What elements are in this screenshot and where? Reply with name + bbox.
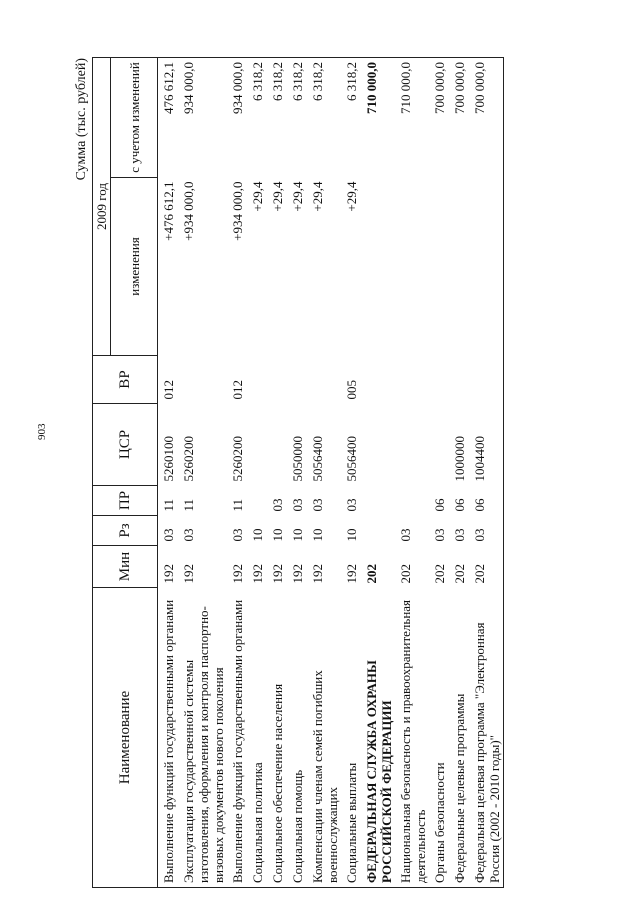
cell-rz: 10 xyxy=(344,528,359,542)
cell-pr xyxy=(361,486,395,516)
cell-pr xyxy=(247,486,267,516)
cell-vr xyxy=(178,356,227,404)
header-change: изменения xyxy=(111,178,158,356)
cell-rz: 03 xyxy=(398,528,413,542)
table-row xyxy=(267,58,287,888)
cell-vr xyxy=(247,356,267,404)
cell-pr: 03 xyxy=(344,498,359,512)
cell-pr: 03 xyxy=(310,498,325,512)
cell-rz: 10 xyxy=(310,528,325,542)
cell-min: 192 xyxy=(161,564,176,584)
cell-pr: 06 xyxy=(432,498,447,512)
cell-name: Выполнение функций государственными органами xyxy=(158,588,179,888)
cell-name: Органы безопасности xyxy=(429,588,449,888)
cell-total: 6 318,2 xyxy=(307,58,341,178)
cell-total: 476 612,1 xyxy=(158,58,179,178)
header-year: 2009 год xyxy=(93,58,111,356)
budget-table xyxy=(92,57,504,888)
cell-change: +29,4 xyxy=(270,181,285,212)
cell-pr: 06 xyxy=(469,486,504,516)
cell-change xyxy=(395,178,429,356)
cell-name: Компенсации членам семей погибших военнослужащих xyxy=(307,588,341,888)
units-note: Сумма (тыс. рублей) xyxy=(74,58,89,181)
cell-min: 202 xyxy=(452,564,467,584)
cell-change: +934 000,0 xyxy=(181,181,196,241)
header-pr: ПР xyxy=(93,486,158,516)
cell-change xyxy=(429,178,449,356)
header-min: Мин xyxy=(93,546,158,588)
cell-total: 934 000,0 xyxy=(178,58,227,178)
cell-csr: 5260100 xyxy=(161,436,176,482)
cell-pr: 03 xyxy=(270,498,285,512)
cell-total: 700 000,0 xyxy=(469,58,504,178)
cell-vr: 012 xyxy=(230,380,245,400)
cell-total: 934 000,0 xyxy=(227,58,247,178)
cell-min: 202 xyxy=(469,546,504,588)
table-row xyxy=(178,58,227,888)
cell-min: 192 xyxy=(290,564,305,584)
cell-name: Социальные выплаты xyxy=(341,588,361,888)
header-vr: ВР xyxy=(93,356,158,404)
cell-total: 700 000,0 xyxy=(429,58,449,178)
cell-csr xyxy=(267,404,287,486)
cell-csr xyxy=(361,404,395,486)
table-row xyxy=(429,58,449,888)
cell-min: 202 xyxy=(432,564,447,584)
table-row xyxy=(469,58,504,888)
header-with-change: с учетом изменений xyxy=(111,58,158,178)
cell-pr: 06 xyxy=(452,498,467,512)
cell-rz: 03 xyxy=(432,528,447,542)
cell-rz xyxy=(361,516,395,546)
cell-min: 192 xyxy=(230,564,245,584)
page-number: 903 xyxy=(36,423,48,440)
cell-change xyxy=(469,178,504,356)
cell-csr xyxy=(247,404,267,486)
cell-rz: 03 xyxy=(230,528,245,542)
table-row xyxy=(395,58,429,888)
cell-csr xyxy=(395,404,429,486)
cell-min: 192 xyxy=(344,564,359,584)
cell-csr: 5260200 xyxy=(230,436,245,482)
cell-rz: 03 xyxy=(469,516,504,546)
cell-total: 6 318,2 xyxy=(341,58,361,178)
cell-vr xyxy=(307,356,341,404)
cell-vr: 005 xyxy=(344,380,359,400)
cell-vr xyxy=(395,356,429,404)
cell-change: +476 612,1 xyxy=(161,181,176,241)
budget-table-page xyxy=(74,58,572,888)
cell-csr: 5260200 xyxy=(181,436,196,482)
cell-csr: 5056400 xyxy=(310,436,325,482)
header-name: Наименование xyxy=(93,588,158,888)
cell-rz: 03 xyxy=(161,528,176,542)
table-row xyxy=(227,58,247,888)
cell-rz: 10 xyxy=(270,528,285,542)
cell-vr xyxy=(287,356,307,404)
cell-name: Социальная политика xyxy=(247,588,267,888)
cell-pr: 11 xyxy=(230,498,245,512)
cell-name: Федеральная целевая программа "Электронная Россия (2002 - 2010 годы)" xyxy=(469,588,504,888)
cell-vr: 012 xyxy=(161,380,176,400)
cell-min: 192 xyxy=(250,564,265,584)
cell-min: 192 xyxy=(310,564,325,584)
header-csr: ЦСР xyxy=(93,404,158,486)
cell-min: 192 xyxy=(181,564,196,584)
table-body xyxy=(158,58,504,888)
cell-csr: 1000000 xyxy=(452,436,467,482)
cell-change: +29,4 xyxy=(290,181,305,212)
table-row xyxy=(247,58,267,888)
cell-change: +29,4 xyxy=(310,181,325,212)
cell-vr xyxy=(469,356,504,404)
cell-min: 202 xyxy=(364,564,379,584)
cell-total: 6 318,2 xyxy=(267,58,287,178)
cell-pr xyxy=(395,486,429,516)
cell-total: 6 318,2 xyxy=(287,58,307,178)
cell-rz: 10 xyxy=(250,528,265,542)
cell-change: +29,4 xyxy=(250,181,265,212)
cell-pr: 11 xyxy=(161,498,176,512)
cell-total: 710 000,0 xyxy=(395,58,429,178)
cell-total: 710 000,0 xyxy=(361,58,395,178)
cell-rz: 03 xyxy=(452,528,467,542)
cell-csr: 5050000 xyxy=(290,436,305,482)
cell-name: Национальная безопасность и правоохранительная деятельность xyxy=(395,588,429,888)
cell-pr: 11 xyxy=(181,498,196,512)
table-row xyxy=(361,58,395,888)
table-row xyxy=(287,58,307,888)
cell-name: ФЕДЕРАЛЬНАЯ СЛУЖБА ОХРАНЫ РОССИЙСКОЙ ФЕДЕРАЦИИ xyxy=(361,588,395,888)
cell-csr: 1004400 xyxy=(469,404,504,486)
cell-change xyxy=(361,178,395,356)
cell-name: Эксплуатация государственной системы изготовления, оформления и контроля паспортно-визовых документов нового поколения xyxy=(178,588,227,888)
cell-name: Федеральные целевые программы xyxy=(449,588,469,888)
cell-change: +29,4 xyxy=(344,181,359,212)
cell-min: 202 xyxy=(398,564,413,584)
cell-pr: 03 xyxy=(290,498,305,512)
cell-vr xyxy=(267,356,287,404)
table-row xyxy=(158,58,179,888)
table-row xyxy=(449,58,469,888)
cell-rz: 10 xyxy=(290,528,305,542)
cell-change xyxy=(449,178,469,356)
cell-name: Выполнение функций государственными органами xyxy=(227,588,247,888)
table-row xyxy=(307,58,341,888)
cell-csr: 5056400 xyxy=(344,436,359,482)
cell-rz: 03 xyxy=(181,528,196,542)
cell-csr xyxy=(429,404,449,486)
header-rz: Рз xyxy=(93,516,158,546)
cell-total: 700 000,0 xyxy=(449,58,469,178)
cell-min: 192 xyxy=(270,564,285,584)
cell-vr xyxy=(449,356,469,404)
cell-name: Социальная помощь xyxy=(287,588,307,888)
cell-total: 6 318,2 xyxy=(247,58,267,178)
table-row xyxy=(341,58,361,888)
cell-change: +934 000,0 xyxy=(230,181,245,241)
cell-name: Социальное обеспечение населения xyxy=(267,588,287,888)
cell-vr xyxy=(429,356,449,404)
cell-vr xyxy=(361,356,395,404)
